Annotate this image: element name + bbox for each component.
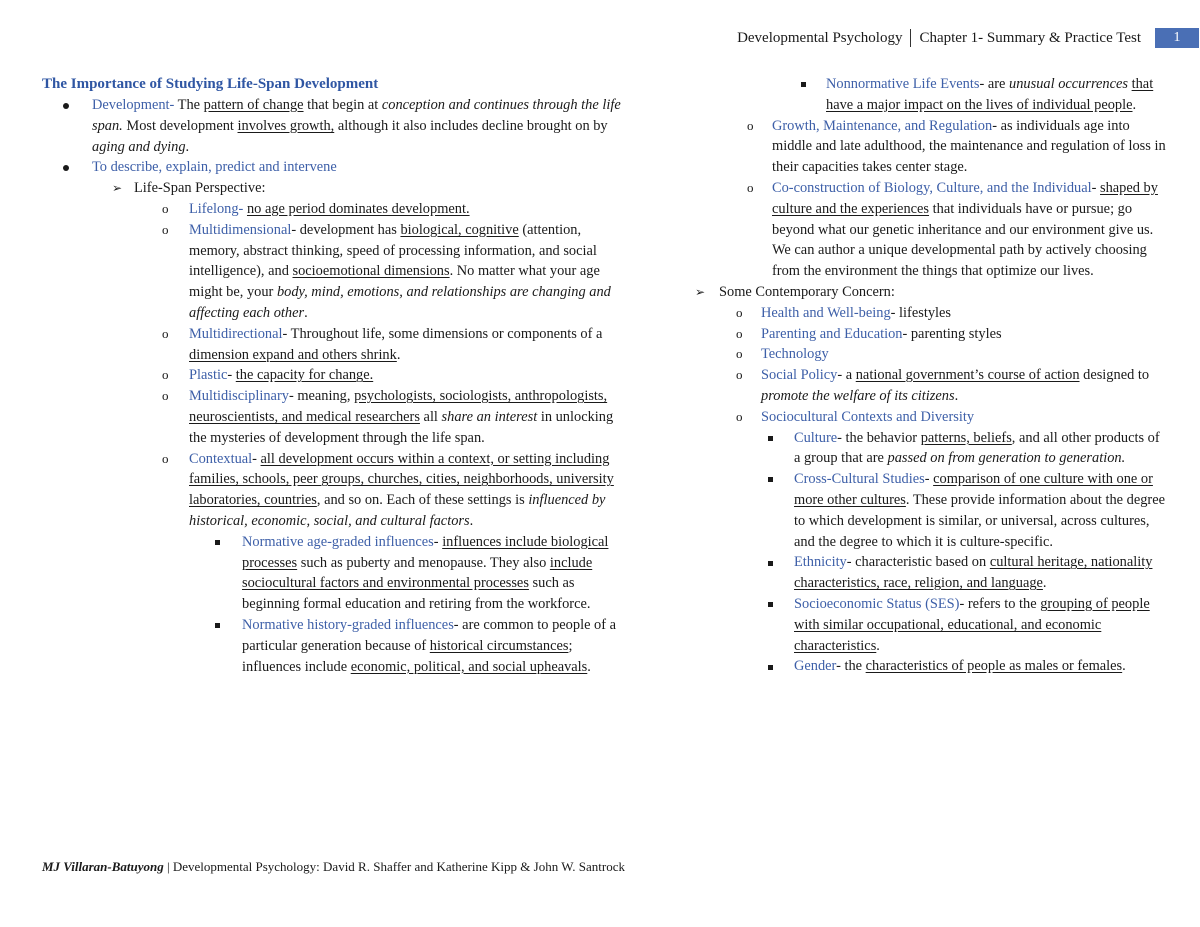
section-heading: The Importance of Studying Life-Span Development <box>42 76 379 92</box>
item-parenting: o Parenting and Education- parenting styles <box>688 324 1168 345</box>
header-title: Developmental Psychology <box>737 29 903 46</box>
item-multidirectional: o Multidirectional- Throughout life, some dimensions or components of a dimension expand and others shrink. <box>162 325 603 363</box>
item-ses: Socioeconomic Status (SES)- refers to the grouping of people with similar occupational, educational, and economic characteristics. <box>688 594 1168 656</box>
item-sociocultural: o Sociocultural Contexts and Diversity <box>688 407 1168 428</box>
item-normative-age: Normative age-graded influences- influences include biological processes such as puberty and menopause. They also include sociocultural factors and environmental processes such as beginning formal education and retiring from the workforce. <box>42 532 632 615</box>
circle-bullet-icon: o <box>162 325 169 341</box>
item-normative-history: Normative history-graded influences- are common to people of a particular generation because of historical circumstances; influences include economic, political, and social upheavals. <box>42 615 632 677</box>
bullet-icon <box>63 95 77 116</box>
bullet-icon <box>63 157 77 178</box>
square-bullet-icon <box>215 532 229 553</box>
arrow-icon: ➢ <box>112 181 123 196</box>
left-column <box>42 74 632 677</box>
right-column <box>688 74 1168 677</box>
circle-bullet-icon: o <box>162 367 169 383</box>
item-plastic: o Plastic- the capacity for change. <box>42 365 632 386</box>
header-divider <box>910 29 911 47</box>
square-bullet-icon <box>768 469 782 490</box>
footer-author: MJ Villaran-Batuyong <box>42 859 164 874</box>
circle-bullet-icon: o <box>162 388 169 404</box>
item-contextual: o Contextual- all development occurs within a context, or setting including families, schools, peer groups, churches, cities, neighborhoods, university laboratories, countries, and so on. Each of these settings is influenced by historical, economic, social, and cultural factors. <box>162 450 614 529</box>
square-bullet-icon <box>801 74 815 95</box>
arrow-icon: ➢ <box>695 284 706 299</box>
circle-bullet-icon: o <box>162 200 169 216</box>
circle-bullet-icon: o <box>736 367 743 383</box>
item-health: o Health and Well-being- lifestyles <box>688 303 1168 324</box>
item-gender: Gender- the characteristics of people as males or females. <box>688 656 1168 677</box>
circle-bullet-icon: o <box>162 221 169 237</box>
bullet-development: Development- The pattern of change that begin at conception and continues through the life span. Most development involves growth, although it also includes decline brought on by aging and dying. <box>42 95 632 157</box>
item-technology: o Technology <box>688 344 1168 365</box>
item-culture: Culture- the behavior patterns, beliefs, and all other products of a group that are passed on from generation to generation. <box>688 428 1168 470</box>
item-social-policy: o Social Policy- a national government’s course of action designed to promote the welfare of its citizens. <box>736 367 1150 404</box>
page-footer <box>42 857 625 878</box>
item-cross-cultural: Cross-Cultural Studies- comparison of one culture with one or more other cultures. These provide information about the degree to which development is similar, or universal, across cultures, and the degree to which it is culture-specific. <box>688 469 1168 552</box>
square-bullet-icon <box>768 656 782 677</box>
item-nonnormative: Nonnormative Life Events- are unusual occurrences that have a major impact on the lives of individual people. <box>688 74 1168 116</box>
arrow-concern: ➢ Some Contemporary Concern: <box>688 282 1168 303</box>
square-bullet-icon <box>768 552 782 573</box>
term: Development- <box>92 97 175 113</box>
item-coconstruction: o Co-construction of Biology, Culture, and the Individual- shaped by culture and the experiences that individuals have or pursue; go beyond what our genetic inheritance and our environment give us. We can author a unique developmental path by actively choosing from the environment the things that optimize our lives. <box>747 179 1158 280</box>
circle-bullet-icon: o <box>736 408 743 424</box>
circle-bullet-icon: o <box>736 325 743 341</box>
page-header <box>737 28 1199 48</box>
circle-bullet-icon: o <box>747 179 754 195</box>
item-multidisciplinary: o Multidisciplinary- meaning, psychologists, sociologists, anthropologists, neuroscientists, and medical researchers all share an interest in unlocking the mysteries of development through the life span. <box>162 388 614 446</box>
page-number: 1 <box>1155 28 1199 48</box>
item-multidimensional: o Multidimensional- development has biological, cognitive (attention, memory, abstract thinking, speed of processing information, and social intelligence), and socioemotional dimensions. No matter what your age might be, your body, mind, emotions, and relationships are changing and affecting each other. <box>162 221 611 321</box>
circle-bullet-icon: o <box>736 304 743 320</box>
item-lifelong: o Lifelong- no age period dominates development. <box>42 199 632 220</box>
item-growth: o Growth, Maintenance, and Regulation- as individuals age into middle and late adulthood, the maintenance and regulation of loss in their capacities takes center stage. <box>747 117 1166 176</box>
circle-bullet-icon: o <box>736 346 743 362</box>
circle-bullet-icon: o <box>162 450 169 466</box>
term: To describe, explain, predict and intervene <box>92 159 337 176</box>
square-bullet-icon <box>768 428 782 449</box>
header-subtitle: Chapter 1- Summary & Practice Test <box>919 29 1141 46</box>
footer-citation: | Developmental Psychology: David R. Shaffer and Katherine Kipp & John W. Santrock <box>163 859 625 874</box>
square-bullet-icon <box>768 594 782 615</box>
bullet-purpose <box>42 157 632 178</box>
item-ethnicity: Ethnicity- characteristic based on cultural heritage, nationality characteristics, race, religion, and language. <box>688 552 1168 594</box>
circle-bullet-icon: o <box>747 117 754 133</box>
arrow-lifespan: ➢ Life-Span Perspective: <box>42 178 632 199</box>
square-bullet-icon <box>215 615 229 636</box>
